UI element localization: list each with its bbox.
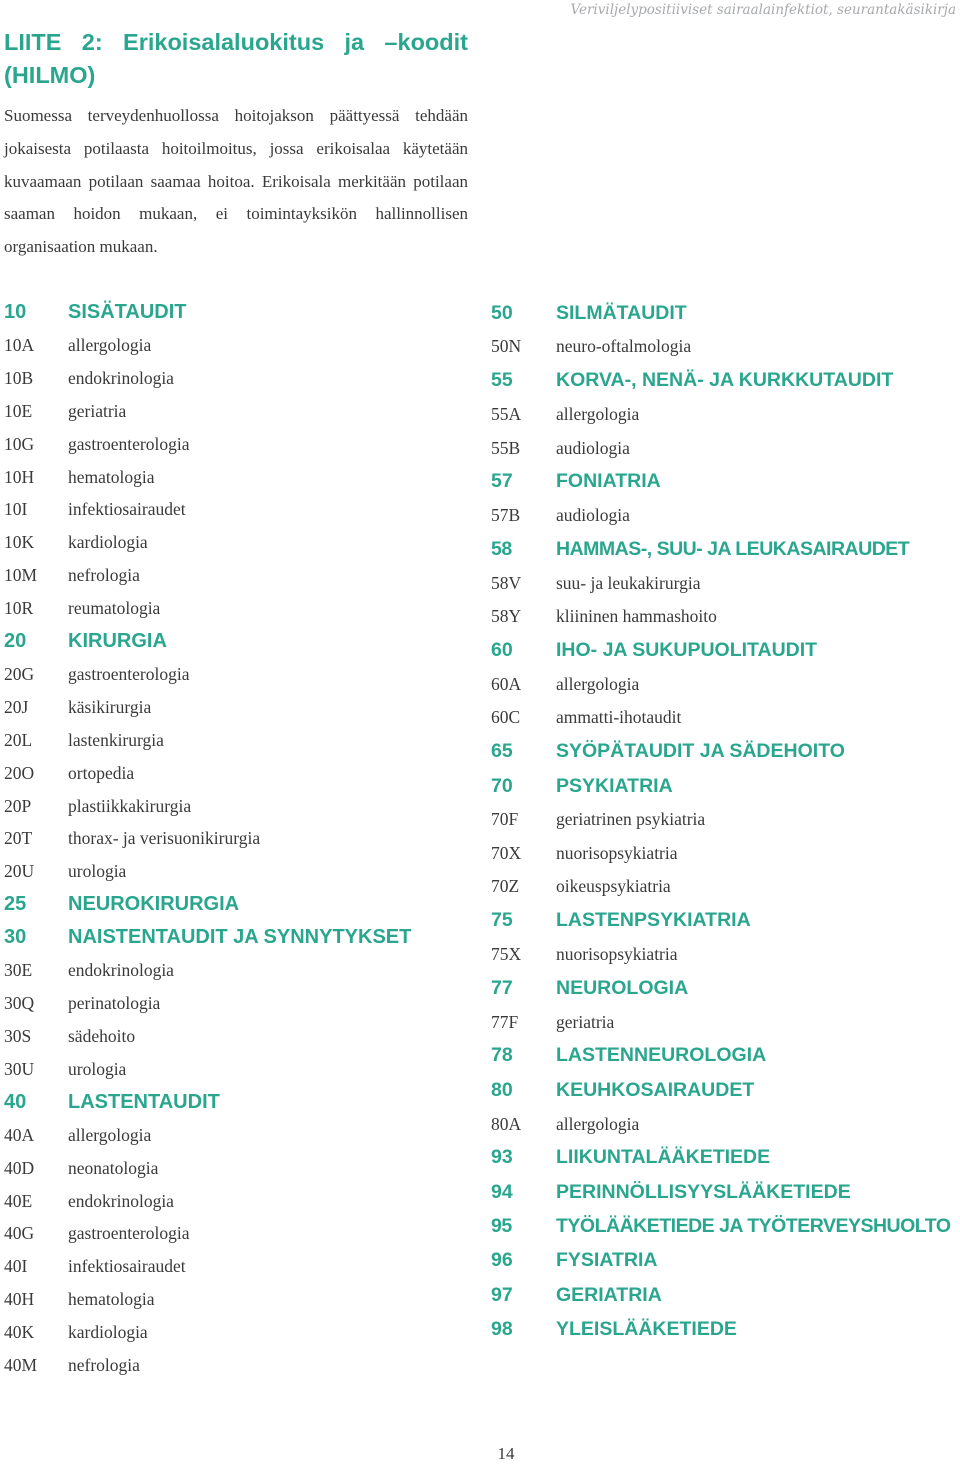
specialty-section-row (4, 625, 464, 658)
specialty-code: 40K (4, 1322, 35, 1343)
specialty-section-row (4, 296, 464, 329)
specialty-section-row (491, 903, 951, 937)
specialty-code: 96 (491, 1249, 513, 1272)
specialty-code: 20U (4, 861, 35, 882)
specialty-name: neonatologia (68, 1157, 159, 1178)
specialty-code: 40E (4, 1190, 33, 1211)
specialty-code: 10I (4, 499, 28, 520)
specialty-name: GERIATRIA (556, 1283, 662, 1306)
specialty-code: 20J (4, 696, 29, 717)
specialty-name: oikeuspsykiatria (556, 876, 671, 897)
specialty-sub-row (4, 1020, 464, 1053)
specialty-code: 94 (491, 1180, 513, 1203)
specialty-name: neuro-oftalmologia (556, 336, 692, 357)
specialty-sub-row (491, 837, 951, 870)
running-header: Veriviljelypositiiviset sairaalainfektiot, seurantakäsikirja (570, 2, 956, 18)
specialty-section-row (491, 1073, 951, 1107)
specialty-sub-row (4, 1250, 464, 1283)
specialty-code: 58 (491, 538, 512, 561)
specialty-sub-row (4, 329, 464, 362)
specialty-section-row (491, 1039, 951, 1073)
specialty-name: allergologia (556, 674, 640, 695)
specialty-code: 60 (491, 639, 513, 662)
specialty-code: 58Y (491, 606, 522, 627)
specialty-name: geriatria (68, 400, 127, 421)
specialty-name: sädehoito (68, 1025, 136, 1046)
specialty-sub-row (491, 330, 951, 363)
specialty-sub-row (491, 803, 951, 836)
specialty-code: 70X (491, 842, 522, 863)
specialty-sub-row (491, 600, 951, 633)
specialty-code: 10R (4, 598, 34, 619)
specialty-code: 40I (4, 1256, 28, 1277)
specialty-code: 80 (491, 1078, 513, 1101)
specialty-code: 40D (4, 1157, 35, 1178)
specialty-name: SYÖPÄTAUDIT JA SÄDEHOITO (556, 740, 845, 763)
specialty-name: endokrinologia (68, 960, 174, 981)
specialty-name: hematologia (68, 466, 155, 487)
specialty-list-right (491, 296, 951, 1347)
specialty-name: geriatria (556, 1011, 615, 1032)
specialty-sub-row (4, 493, 464, 526)
specialty-sub-row (491, 938, 951, 971)
specialty-sub-row (4, 526, 464, 559)
specialty-code: 93 (491, 1146, 513, 1169)
specialty-code: 78 (491, 1044, 513, 1067)
specialty-section-row (491, 971, 951, 1005)
specialty-code: 58V (491, 572, 522, 593)
specialty-sub-row (4, 658, 464, 691)
specialty-name: nuorisopsykiatria (556, 943, 678, 964)
specialty-code: 55A (491, 404, 522, 425)
specialty-name: nuorisopsykiatria (556, 842, 678, 863)
specialty-name: lastenkirurgia (68, 729, 164, 750)
specialty-code: 70Z (491, 876, 520, 897)
specialty-sub-row (4, 1185, 464, 1218)
specialty-name: urologia (68, 1058, 127, 1079)
intro-paragraph: Suomessa terveydenhuollossa hoitojakson päättyessä tehdään jokaisesta potilaasta hoitoilmoitus, jossa erikoisalaa käytetään kuvaamaan potilaan saamaa hoitoa. Erikoisala merkitään potilaan saaman hoidon mukaan, ei toimintayksikön hallinnollisen organisaation mukaan. (4, 106, 468, 257)
specialty-name: perinatologia (68, 993, 161, 1014)
specialty-code: 60A (491, 674, 522, 695)
specialty-name: NEUROLOGIA (556, 976, 689, 999)
specialty-section-row (491, 1312, 951, 1346)
specialty-code: 10 (4, 301, 27, 323)
page-title: LIITE 2: Erikoisalaluokitus ja –koodit (HILMO) (4, 29, 468, 88)
specialty-name: NEUROKIRURGIA (68, 893, 240, 916)
specialty-code: 10M (4, 565, 38, 586)
specialty-section-row (491, 1141, 951, 1175)
specialty-name: LASTENPSYKIATRIA (556, 909, 751, 932)
specialty-sub-row (4, 1152, 464, 1185)
specialty-sub-row (4, 1119, 464, 1152)
specialty-name: LASTENNEUROLOGIA (556, 1044, 767, 1067)
specialty-sub-row (4, 855, 464, 888)
specialty-name: KEUHKOSAIRAUDET (556, 1078, 755, 1101)
specialty-sub-row (4, 757, 464, 790)
specialty-sub-row (4, 1316, 464, 1349)
specialty-code: 20O (4, 762, 35, 783)
specialty-name: PERINNÖLLISYYSLÄÄKETIEDE (556, 1180, 851, 1203)
specialty-section-row (491, 465, 951, 499)
specialty-sub-row (491, 398, 951, 431)
specialty-code: 57B (491, 505, 521, 526)
specialty-sub-row (491, 567, 951, 600)
specialty-sub-row (491, 431, 951, 464)
specialty-sub-row (4, 1349, 464, 1382)
specialty-section-row (491, 364, 951, 398)
specialty-code: 75 (491, 909, 513, 932)
specialty-code: 20 (4, 630, 27, 653)
specialty-code: 10H (4, 466, 35, 487)
specialty-sub-row (4, 362, 464, 395)
specialty-code: 98 (491, 1317, 513, 1340)
specialty-code: 20L (4, 729, 33, 750)
specialty-name: FYSIATRIA (556, 1249, 658, 1272)
specialty-name: LIIKUNTALÄÄKETIEDE (556, 1146, 771, 1169)
specialty-name: allergologia (556, 1113, 640, 1134)
specialty-name: FONIATRIA (556, 470, 661, 493)
specialty-code: 97 (491, 1283, 513, 1306)
specialty-name: käsikirurgia (68, 696, 152, 717)
specialty-name: infektiosairaudet (68, 499, 186, 520)
specialty-code: 70F (491, 809, 519, 830)
specialty-sub-row (4, 1217, 464, 1250)
specialty-section-row (491, 634, 951, 668)
specialty-name: NAISTENTAUDIT JA SYNNYTYKSET (68, 926, 412, 949)
specialty-code: 77 (491, 976, 513, 999)
specialty-code: 80A (491, 1113, 522, 1134)
specialty-name: nefrologia (68, 1354, 140, 1375)
specialty-code: 55B (491, 437, 521, 458)
specialty-sub-row (491, 870, 951, 903)
specialty-name: audiologia (556, 437, 630, 458)
specialty-section-row (4, 921, 464, 954)
page-number: 14 (497, 1444, 515, 1463)
specialty-code: 30 (4, 926, 27, 949)
specialty-name: kardiologia (68, 532, 148, 553)
specialty-name: HAMMAS-, SUU- JA LEUKASAIRAUDET (556, 538, 910, 561)
specialty-section-row (491, 532, 951, 566)
specialty-name: urologia (68, 861, 127, 882)
specialty-sub-row (4, 691, 464, 724)
specialty-section-row (491, 1175, 951, 1209)
specialty-code: 25 (4, 893, 27, 916)
specialty-code: 30Q (4, 993, 35, 1014)
specialty-section-row (491, 769, 951, 803)
specialty-code: 40M (4, 1354, 38, 1375)
specialty-section-row (491, 296, 951, 330)
specialty-code: 75X (491, 943, 522, 964)
specialty-name: YLEISLÄÄKETIEDE (556, 1317, 737, 1340)
specialty-code: 70 (491, 774, 513, 797)
specialty-sub-row (491, 1107, 951, 1140)
specialty-code: 55 (491, 369, 513, 392)
specialty-code: 57 (491, 470, 513, 493)
specialty-name: gastroenterologia (68, 1223, 190, 1244)
specialty-sub-row (491, 701, 951, 734)
specialty-name: kardiologia (68, 1322, 148, 1343)
specialty-code: 95 (491, 1214, 512, 1237)
specialty-name: endokrinologia (68, 1190, 174, 1211)
specialty-name: allergologia (68, 334, 152, 355)
specialty-name: PSYKIATRIA (556, 774, 673, 797)
specialty-name: thorax- ja verisuonikirurgia (68, 828, 261, 849)
specialty-sub-row (491, 668, 951, 701)
specialty-name: KORVA-, NENÄ- JA KURKKUTAUDIT (556, 369, 894, 392)
specialty-name: audiologia (556, 505, 630, 526)
specialty-sub-row (491, 499, 951, 532)
specialty-code: 40H (4, 1289, 35, 1310)
specialty-code: 65 (491, 740, 513, 763)
specialty-name: LASTENTAUDIT (68, 1090, 220, 1113)
specialty-section-row (4, 1086, 464, 1119)
specialty-code: 10E (4, 400, 33, 421)
specialty-name: suu- ja leukakirurgia (556, 572, 701, 593)
specialty-code: 20T (4, 828, 33, 849)
specialty-code: 10B (4, 367, 34, 388)
specialty-section-row (491, 735, 951, 769)
specialty-name: nefrologia (68, 565, 140, 586)
specialty-sub-row (4, 822, 464, 855)
specialty-sub-row (4, 724, 464, 757)
specialty-name: KIRURGIA (68, 630, 167, 653)
specialty-section-row (4, 888, 464, 921)
specialty-code: 10K (4, 532, 35, 553)
specialty-name: kliininen hammashoito (556, 606, 717, 627)
specialty-code: 20P (4, 795, 32, 816)
specialty-section-row (491, 1278, 951, 1312)
specialty-sub-row (4, 987, 464, 1020)
specialty-section-row (491, 1244, 951, 1278)
specialty-name: gastroenterologia (68, 433, 190, 454)
specialty-sub-row (4, 461, 464, 494)
specialty-code: 40 (4, 1090, 27, 1113)
specialty-name: infektiosairaudet (68, 1256, 186, 1277)
specialty-code: 60C (491, 707, 521, 728)
specialty-name: SILMÄTAUDIT (556, 301, 687, 324)
specialty-code: 10A (4, 334, 35, 355)
specialty-sub-row (4, 1053, 464, 1086)
specialty-name: IHO- JA SUKUPUOLITAUDIT (556, 639, 818, 662)
specialty-name: ortopedia (68, 762, 135, 783)
specialty-code: 40G (4, 1223, 35, 1244)
specialty-name: gastroenterologia (68, 663, 190, 684)
specialty-sub-row (4, 592, 464, 625)
specialty-sub-row (4, 1283, 464, 1316)
specialty-code: 30S (4, 1025, 32, 1046)
specialty-sub-row (4, 395, 464, 428)
specialty-name: ammatti-ihotaudit (556, 707, 682, 728)
specialty-name: endokrinologia (68, 367, 174, 388)
specialty-section-row (491, 1209, 951, 1243)
specialty-name: hematologia (68, 1289, 155, 1310)
specialty-sub-row (4, 954, 464, 987)
specialty-sub-row (491, 1005, 951, 1038)
specialty-code: 50 (491, 301, 513, 324)
specialty-name: SISÄTAUDIT (68, 301, 187, 323)
specialty-name: plastiikkakirurgia (68, 795, 192, 816)
specialty-code: 30U (4, 1058, 35, 1079)
specialty-name: geriatrinen psykiatria (556, 809, 706, 830)
specialty-code: 77F (491, 1011, 519, 1032)
specialty-code: 30E (4, 960, 33, 981)
specialty-code: 50N (491, 336, 522, 357)
specialty-sub-row (4, 428, 464, 461)
specialty-list-left (4, 296, 464, 1382)
specialty-name: allergologia (556, 404, 640, 425)
specialty-name: TYÖLÄÄKETIEDE JA TYÖTERVEYSHUOLTO (556, 1214, 951, 1237)
specialty-sub-row (4, 559, 464, 592)
specialty-code: 40A (4, 1124, 35, 1145)
specialty-code: 20G (4, 663, 35, 684)
specialty-name: allergologia (68, 1124, 152, 1145)
specialty-code: 10G (4, 433, 35, 454)
specialty-sub-row (4, 790, 464, 823)
specialty-name: reumatologia (68, 598, 161, 619)
